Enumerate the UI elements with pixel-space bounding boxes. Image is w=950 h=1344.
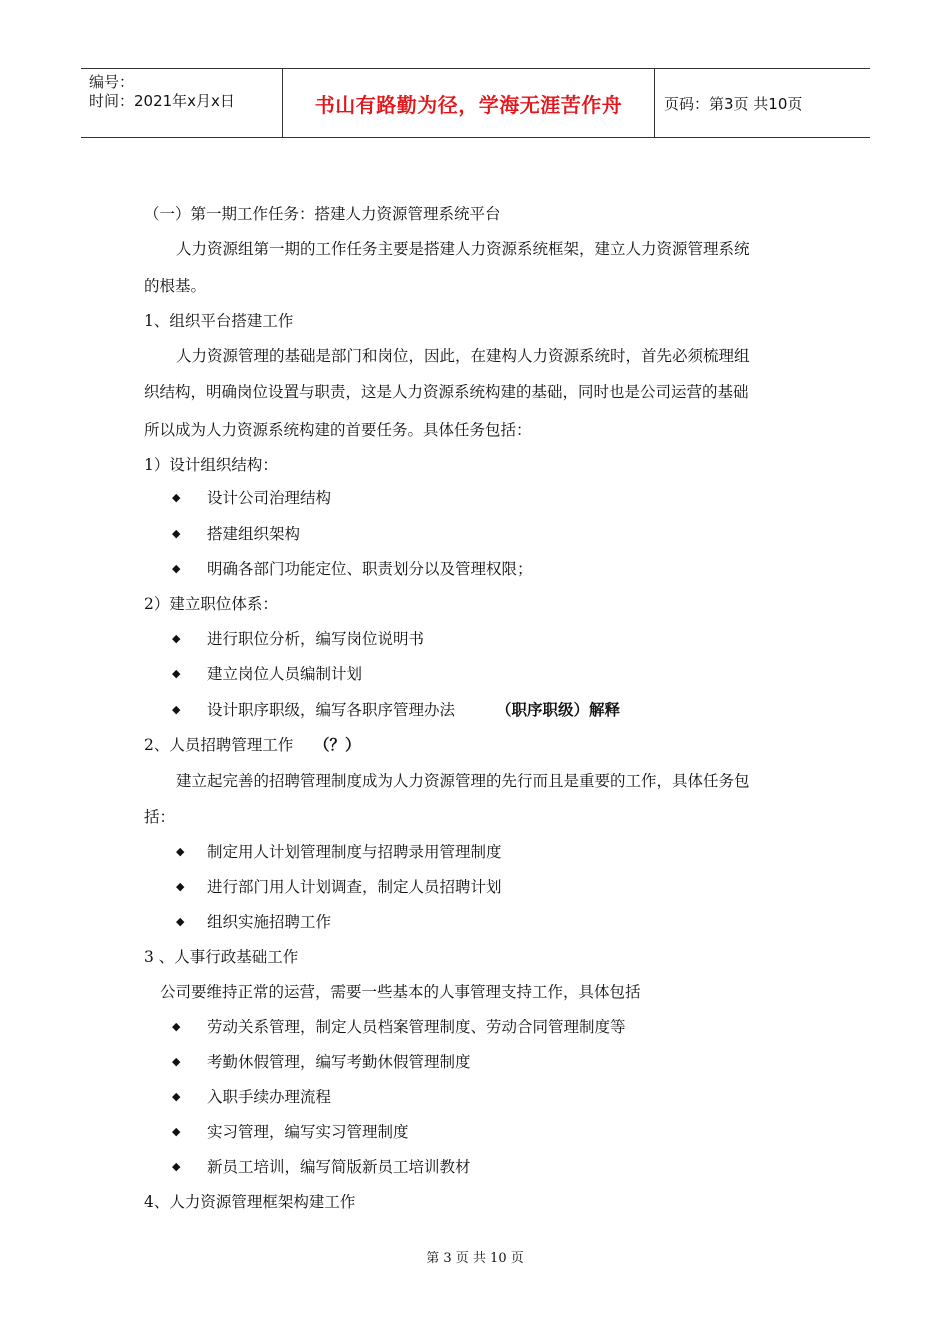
section-1-para-line-3: 所以成为人力资源系统构建的首要任务。具体任务包括： [144, 421, 532, 439]
bullet-icon: ◆ [172, 703, 181, 716]
subsection-2-title: 2）建立职位体系： [144, 595, 278, 613]
header-meta [81, 69, 282, 137]
section-2-para-line-1: 建立起完善的招聘管理制度成为人力资源管理的先行而且是重要的工作，具体任务包 [176, 772, 750, 790]
page-info-text: 页码：第3页 共10页 [664, 94, 803, 113]
list-item: 进行职位分析，编写岗位说明书 [207, 630, 425, 648]
bullet-icon: ◆ [172, 1020, 181, 1033]
section-3-para: 公司要维持正常的运营，需要一些基本的人事管理支持工作，具体包括 [160, 983, 641, 1001]
list-item: 制定用人计划管理制度与招聘录用管理制度 [207, 843, 502, 861]
list-item: 明确各部门功能定位、职责划分以及管理权限； [207, 560, 533, 578]
document-header [81, 68, 870, 138]
bullet-icon: ◆ [176, 845, 185, 858]
list-item: 设计公司治理结构 [207, 489, 332, 507]
list-item: 考勤休假管理，编写考勤休假管理制度 [207, 1053, 471, 1071]
section-title: （一）第一期工作任务：搭建人力资源管理系统平台 [144, 205, 501, 223]
bullet-icon: ◆ [172, 632, 181, 645]
bullet-icon: ◆ [172, 1090, 181, 1103]
section-2-para-line-2: 括： [144, 808, 176, 826]
bullet-icon: ◆ [176, 880, 185, 893]
bullet-icon: ◆ [172, 667, 181, 680]
bullet-icon: ◆ [172, 1055, 181, 1068]
section-2-title-note: （？） [314, 735, 361, 754]
number-label: 编号： [89, 73, 135, 91]
section-4-title: 4、人力资源管理框架构建工作 [144, 1193, 356, 1211]
section-2-title: 2、人员招聘管理工作 [144, 736, 294, 754]
section-1-para-line-2: 织结构，明确岗位设置与职责，这是人力资源系统构建的基础，同时也是公司运营的基础 [144, 383, 749, 401]
list-item: 劳动关系管理，制定人员档案管理制度、劳动合同管理制度等 [207, 1018, 626, 1036]
bullet-icon: ◆ [176, 915, 185, 928]
section-3-title: 3 、人事行政基础工作 [144, 948, 299, 966]
bullet-icon: ◆ [172, 1160, 181, 1173]
intro-line-1: 人力资源组第一期的工作任务主要是搭建人力资源系统框架，建立人力资源管理系统 [176, 240, 750, 258]
footer-page-number: 第 3 页 共 10 页 [426, 1251, 524, 1266]
list-item: 组织实施招聘工作 [207, 913, 332, 931]
page-footer [0, 1247, 950, 1266]
bullet-icon: ◆ [172, 562, 181, 575]
list-item: 搭建组织架构 [207, 525, 301, 543]
intro-line-2: 的根基。 [144, 277, 207, 295]
bullet-icon: ◆ [172, 491, 181, 504]
list-item: 实习管理，编写实习管理制度 [207, 1123, 409, 1141]
section-1-para-line-1: 人力资源管理的基础是部门和岗位，因此，在建构人力资源系统时，首先必须梳理组 [176, 347, 750, 365]
header-page-info [655, 69, 870, 137]
list-item: 入职手续办理流程 [207, 1088, 332, 1106]
section-1-title: 1、组织平台搭建工作 [144, 312, 294, 330]
list-item: 新员工培训，编写简版新员工培训教材 [207, 1158, 471, 1176]
list-item-note: （职序职级）解释 [496, 700, 621, 719]
motto-text: 书山有路勤为径，学海无涯苦作舟 [314, 92, 623, 117]
bullet-icon: ◆ [172, 527, 181, 540]
bullet-icon: ◆ [172, 1125, 181, 1138]
subsection-1-title: 1）设计组织结构： [144, 456, 278, 474]
header-motto-cell [282, 69, 655, 137]
list-item: 进行部门用人计划调查，制定人员招聘计划 [207, 878, 502, 896]
list-item: 建立岗位人员编制计划 [207, 665, 363, 683]
list-item: 设计职序职级，编写各职序管理办法 [207, 701, 456, 719]
time-label: 时间：2021年x月x日 [89, 92, 235, 110]
